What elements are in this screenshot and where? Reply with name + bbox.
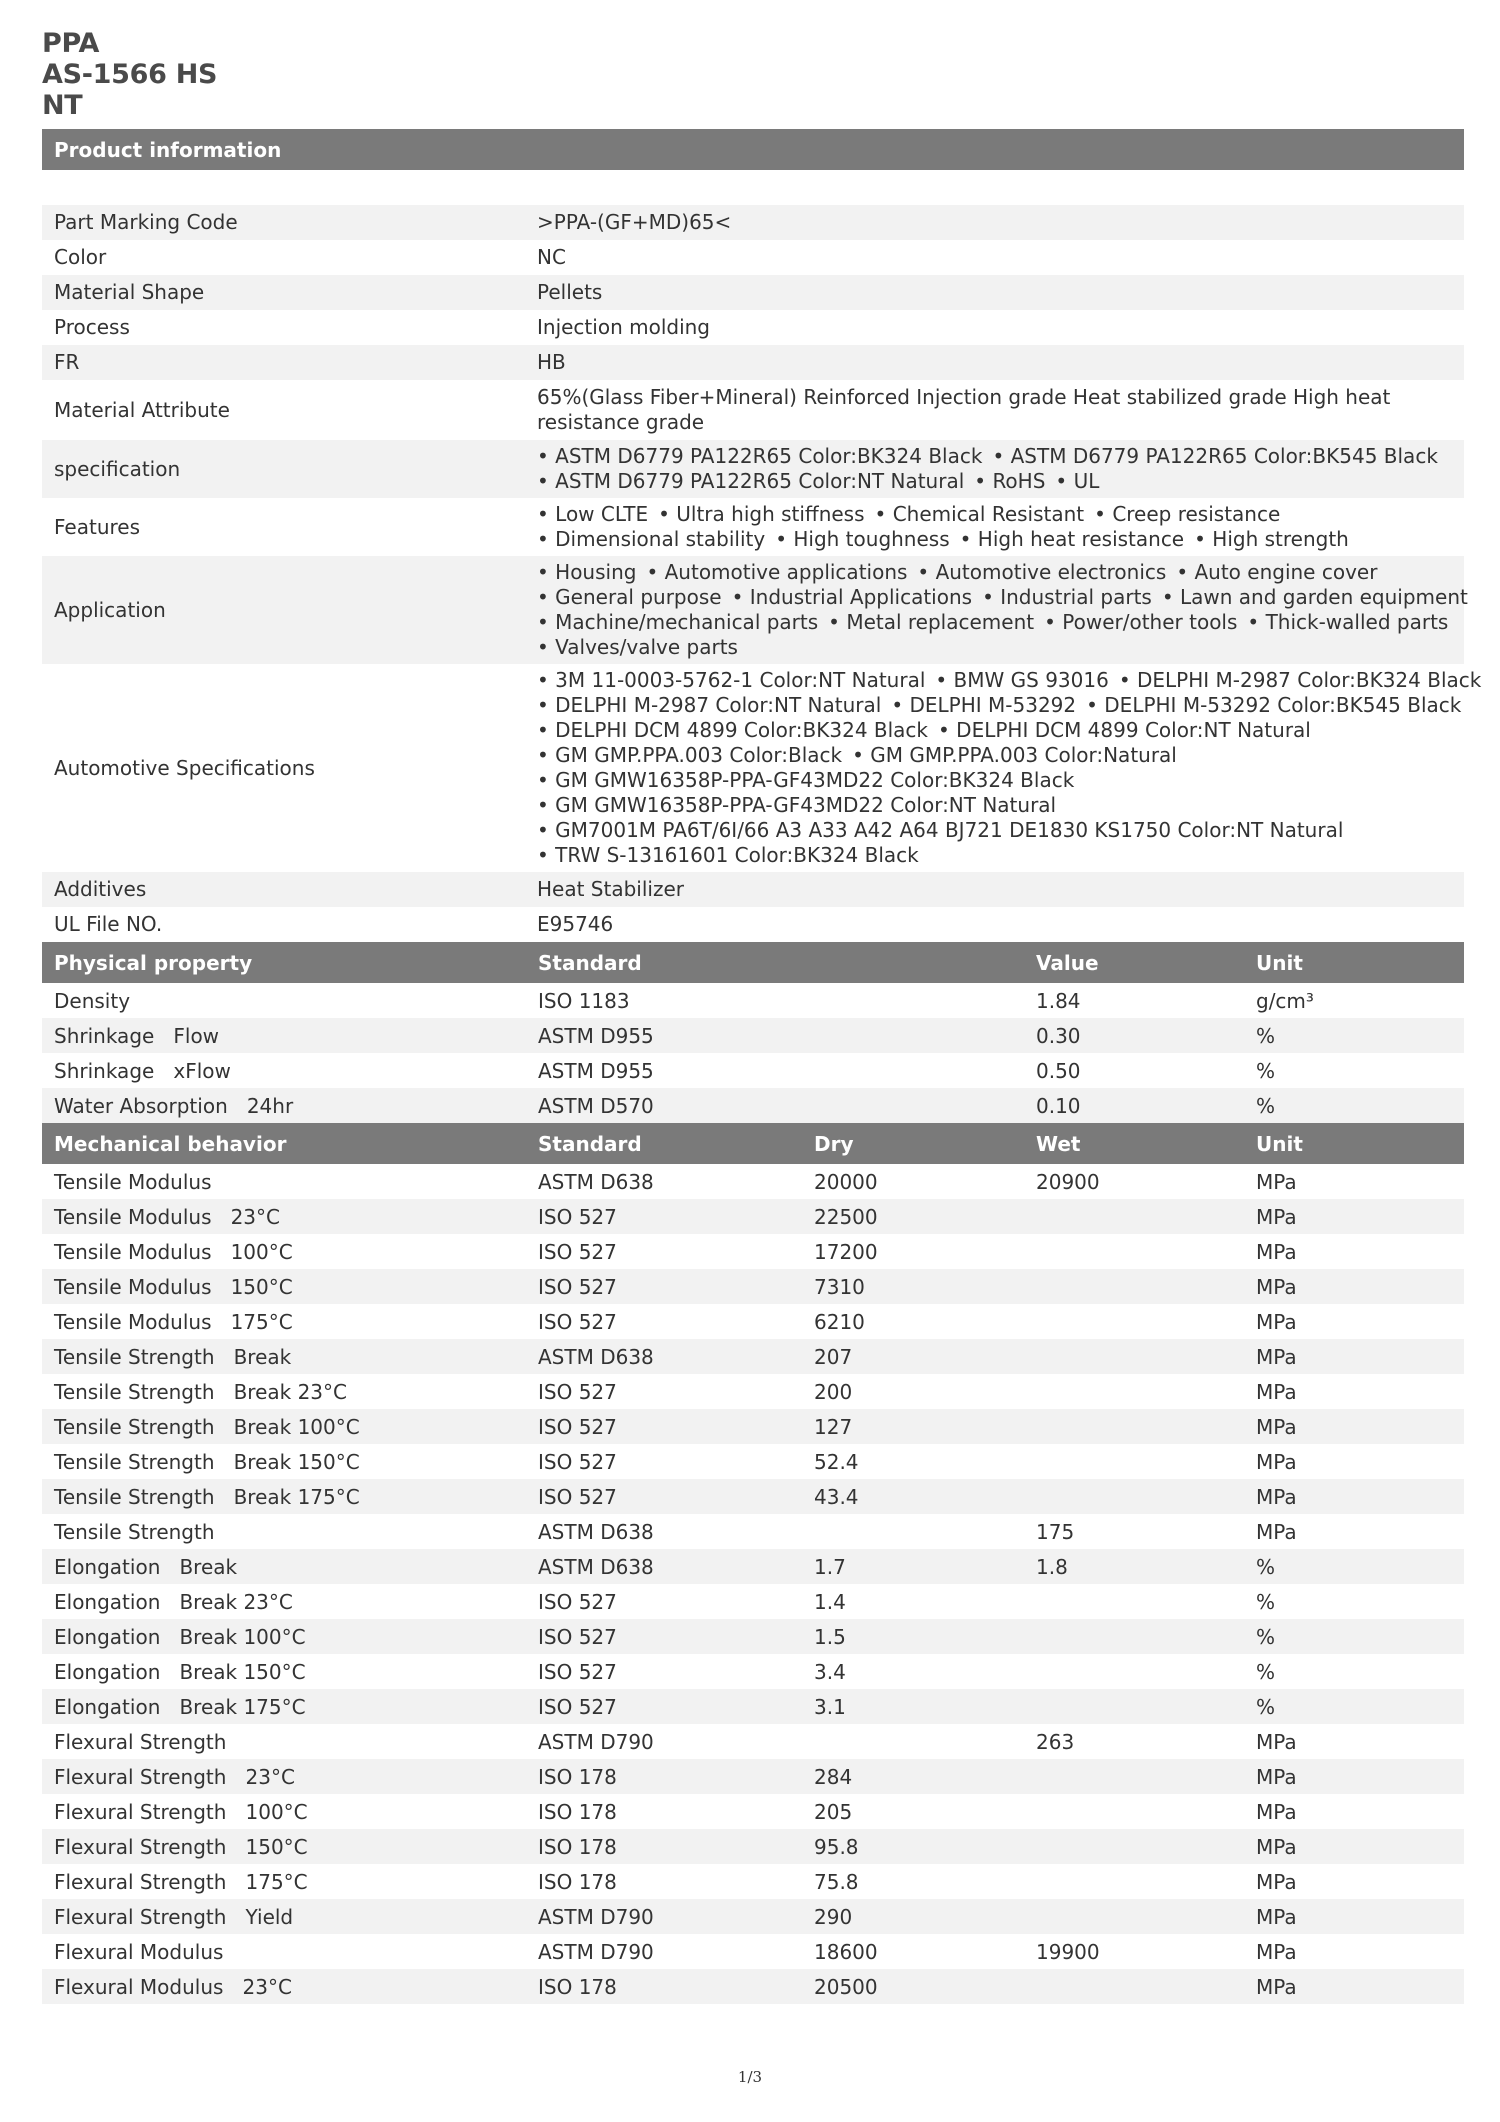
property-value: 0.10 — [1036, 1093, 1081, 1118]
physical-property-table — [42, 983, 1464, 1123]
info-list-item: • Housing — [537, 560, 636, 584]
property-unit: MPa — [1256, 1204, 1297, 1229]
info-value: 65%(Glass Fiber+Mineral) Reinforced Injection grade Heat stabilized grade High heat resistance grade — [537, 385, 1391, 434]
info-label: Application — [54, 597, 166, 622]
property-dry: 1.4 — [814, 1589, 846, 1614]
info-label: Features — [54, 514, 140, 539]
info-label: Automotive Specifications — [54, 755, 315, 780]
info-list-item: • Dimensional stability — [537, 527, 765, 551]
property-dry: 18600 — [814, 1939, 878, 1964]
info-list-item: • DELPHI DCM 4899 Color:NT Natural — [938, 718, 1311, 742]
mechanical-row — [42, 1339, 1464, 1374]
info-row — [42, 310, 1464, 345]
mechanical-row — [42, 1269, 1464, 1304]
info-value-line — [537, 635, 1478, 660]
property-unit: MPa — [1256, 1239, 1297, 1264]
product-title — [42, 28, 1464, 121]
property-name: Tensile Modulus 23°C — [54, 1204, 280, 1229]
property-value: 0.50 — [1036, 1058, 1081, 1083]
property-unit: MPa — [1256, 1484, 1297, 1509]
mechanical-row — [42, 1619, 1464, 1654]
property-name: Elongation Break 175°C — [54, 1694, 306, 1719]
property-unit: MPa — [1256, 1799, 1297, 1824]
property-unit: MPa — [1256, 1169, 1297, 1194]
info-list-item: • GM GMP.PPA.003 Color:Black — [537, 743, 842, 767]
product-information-header — [42, 129, 1464, 170]
info-value — [525, 440, 1468, 498]
property-standard: ISO 178 — [538, 1799, 617, 1824]
property-name: Shrinkage xFlow — [54, 1058, 231, 1083]
property-standard: ASTM D790 — [538, 1729, 654, 1754]
info-list-item: • GM GMP.PPA.003 Color:Natural — [852, 743, 1177, 767]
physical-row — [42, 983, 1464, 1018]
property-unit: % — [1256, 1554, 1276, 1579]
info-label: FR — [54, 350, 80, 374]
property-name: Flexural Strength 100°C — [54, 1799, 308, 1824]
info-list-item: • Automotive applications — [646, 560, 907, 584]
mechanical-row — [42, 1444, 1464, 1479]
info-value-line — [537, 693, 1491, 718]
property-dry: 3.1 — [814, 1694, 846, 1719]
property-standard: ISO 527 — [538, 1484, 617, 1509]
property-name: Flexural Strength — [54, 1729, 227, 1754]
title-line-1: PPA — [42, 28, 100, 59]
mechanical-dry-header: Dry — [814, 1131, 854, 1156]
info-value — [525, 498, 1464, 556]
property-unit: MPa — [1256, 1834, 1297, 1859]
info-row — [42, 872, 1464, 907]
mechanical-row — [42, 1794, 1464, 1829]
info-row — [42, 556, 1468, 664]
mechanical-standard-header: Standard — [538, 1131, 642, 1156]
info-list-item: • GM GMW16358P-PPA-GF43MD22 Color:NT Natural — [537, 793, 1056, 817]
info-list-item: • DELPHI M-2987 Color:BK324 Black — [1119, 668, 1482, 692]
title-line-2: AS-1566 HS — [42, 59, 218, 90]
property-unit: % — [1256, 1624, 1276, 1649]
info-row — [42, 907, 1464, 942]
property-name: Elongation Break 100°C — [54, 1624, 306, 1649]
property-dry: 284 — [814, 1764, 853, 1789]
mechanical-row — [42, 1514, 1464, 1549]
mechanical-row — [42, 1584, 1464, 1619]
info-row — [42, 205, 1464, 240]
property-unit: g/cm³ — [1256, 988, 1314, 1013]
page-number: 1/3 — [737, 2068, 763, 2086]
property-name: Tensile Strength — [54, 1519, 215, 1544]
info-value-line — [537, 527, 1444, 552]
property-name: Density — [54, 988, 131, 1013]
mechanical-row — [42, 1654, 1464, 1689]
property-wet: 263 — [1036, 1729, 1075, 1754]
property-dry: 20500 — [814, 1974, 878, 1999]
info-row — [42, 240, 1464, 275]
property-unit: % — [1256, 1093, 1276, 1118]
mechanical-behavior-header — [42, 1123, 1464, 1164]
property-standard: ISO 178 — [538, 1869, 617, 1894]
info-value-line — [537, 818, 1491, 843]
property-name: Tensile Modulus 100°C — [54, 1239, 293, 1264]
property-name: Elongation Break — [54, 1554, 238, 1579]
info-value-line — [537, 843, 1491, 868]
property-dry: 17200 — [814, 1239, 878, 1264]
property-standard: ASTM D955 — [538, 1058, 654, 1083]
property-dry: 1.5 — [814, 1624, 846, 1649]
property-standard: ASTM D638 — [538, 1169, 654, 1194]
info-value-line — [537, 743, 1491, 768]
property-standard: ISO 527 — [538, 1694, 617, 1719]
property-unit: MPa — [1256, 1379, 1297, 1404]
mechanical-row — [42, 1724, 1464, 1759]
info-list-item: • Industrial Applications — [732, 585, 972, 609]
title-line-3: NT — [42, 90, 83, 121]
property-wet: 20900 — [1036, 1169, 1100, 1194]
property-name: Flexural Strength Yield — [54, 1904, 294, 1929]
property-wet: 19900 — [1036, 1939, 1100, 1964]
property-unit: MPa — [1256, 1309, 1297, 1334]
mechanical-row — [42, 1759, 1464, 1794]
info-list-item: • ASTM D6779 PA122R65 Color:BK545 Black — [992, 444, 1437, 468]
property-unit: MPa — [1256, 1904, 1297, 1929]
property-standard: ASTM D638 — [538, 1554, 654, 1579]
property-standard: ISO 527 — [538, 1379, 617, 1404]
property-name: Elongation Break 150°C — [54, 1659, 306, 1684]
info-list-item: • ASTM D6779 PA122R65 Color:NT Natural — [537, 469, 964, 493]
property-standard: ISO 1183 — [538, 988, 630, 1013]
info-value-line — [537, 502, 1444, 527]
property-dry: 127 — [814, 1414, 853, 1439]
info-value-line — [537, 469, 1448, 494]
property-name: Tensile Modulus — [54, 1169, 212, 1194]
physical-row — [42, 1088, 1464, 1123]
info-row — [42, 380, 1464, 440]
property-unit: MPa — [1256, 1869, 1297, 1894]
info-list-item: • Industrial parts — [982, 585, 1152, 609]
property-unit: MPa — [1256, 1764, 1297, 1789]
property-dry: 75.8 — [814, 1869, 859, 1894]
info-list-item: • General purpose — [537, 585, 722, 609]
info-list-item: • High heat resistance — [960, 527, 1184, 551]
property-standard: ASTM D790 — [538, 1939, 654, 1964]
property-name: Tensile Strength Break 100°C — [54, 1414, 360, 1439]
info-list-item: • GM7001M PA6T/6I/66 A3 A33 A42 A64 BJ721 DE1830 KS1750 Color:NT Natural — [537, 818, 1343, 842]
mechanical-row — [42, 1164, 1464, 1199]
property-unit: MPa — [1256, 1939, 1297, 1964]
mechanical-behavior-title: Mechanical behavior — [54, 1131, 287, 1156]
mechanical-row — [42, 1409, 1464, 1444]
info-list-item: • DELPHI M-53292 Color:BK545 Black — [1086, 693, 1461, 717]
property-name: Tensile Strength Break 175°C — [54, 1484, 360, 1509]
property-dry: 290 — [814, 1904, 853, 1929]
info-value — [525, 664, 1500, 872]
physical-value-header: Value — [1036, 950, 1099, 975]
spacer — [42, 170, 1464, 205]
property-name: Tensile Strength Break 150°C — [54, 1449, 360, 1474]
property-dry: 205 — [814, 1799, 853, 1824]
info-list-item: • Power/other tools — [1044, 610, 1237, 634]
info-row — [42, 345, 1464, 380]
property-unit: MPa — [1256, 1974, 1297, 1999]
property-unit: % — [1256, 1659, 1276, 1684]
property-dry: 43.4 — [814, 1484, 859, 1509]
property-unit: MPa — [1256, 1519, 1297, 1544]
product-information-table — [42, 205, 1482, 942]
info-value: Pellets — [537, 280, 603, 304]
property-standard: ASTM D638 — [538, 1519, 654, 1544]
property-standard: ISO 527 — [538, 1239, 617, 1264]
property-standard: ASTM D638 — [538, 1344, 654, 1369]
info-value: HB — [537, 350, 566, 374]
info-label: Part Marking Code — [54, 210, 238, 234]
info-label: Additives — [54, 877, 147, 901]
info-label: Material Attribute — [54, 397, 230, 422]
physical-property-title: Physical property — [54, 950, 253, 975]
property-value: 0.30 — [1036, 1023, 1081, 1048]
property-dry: 22500 — [814, 1204, 878, 1229]
property-unit: MPa — [1256, 1414, 1297, 1439]
property-standard: ISO 527 — [538, 1659, 617, 1684]
info-row — [42, 498, 1464, 556]
info-list-item: • Machine/mechanical parts — [537, 610, 818, 634]
mechanical-wet-header: Wet — [1036, 1131, 1081, 1156]
info-value-line — [537, 793, 1491, 818]
property-dry: 200 — [814, 1379, 853, 1404]
mechanical-row — [42, 1899, 1464, 1934]
property-standard: ISO 527 — [538, 1204, 617, 1229]
info-list-item: • ASTM D6779 PA122R65 Color:BK324 Black — [537, 444, 982, 468]
info-value: Injection molding — [537, 315, 710, 339]
property-unit: MPa — [1256, 1729, 1297, 1754]
info-list-item: • Chemical Resistant — [875, 502, 1085, 526]
mechanical-row — [42, 1199, 1464, 1234]
info-value: Heat Stabilizer — [537, 877, 684, 901]
info-label: Process — [54, 315, 130, 339]
info-list-item: • High strength — [1194, 527, 1349, 551]
info-list-item: • 3M 11-0003-5762-1 Color:NT Natural — [537, 668, 925, 692]
physical-property-header — [42, 942, 1464, 983]
property-standard: ASTM D570 — [538, 1093, 654, 1118]
info-list-item: • Low CLTE — [537, 502, 648, 526]
mechanical-row — [42, 1479, 1464, 1514]
mechanical-row — [42, 1864, 1464, 1899]
info-list-item: • Lawn and garden equipment — [1162, 585, 1468, 609]
info-list-item: • TRW S-13161601 Color:BK324 Black — [537, 843, 919, 867]
info-value: E95746 — [537, 912, 614, 936]
property-name: Water Absorption 24hr — [54, 1093, 294, 1118]
property-unit: % — [1256, 1023, 1276, 1048]
info-label: Material Shape — [54, 280, 205, 304]
property-name: Tensile Strength Break — [54, 1344, 292, 1369]
physical-row — [42, 1018, 1464, 1053]
info-list-item: • Thick-walled parts — [1247, 610, 1448, 634]
property-wet: 175 — [1036, 1519, 1075, 1544]
mechanical-row — [42, 1829, 1464, 1864]
mechanical-row — [42, 1934, 1464, 1969]
property-unit: % — [1256, 1058, 1276, 1083]
property-standard: ISO 527 — [538, 1449, 617, 1474]
info-label: Color — [54, 245, 107, 269]
info-list-item: • Metal replacement — [828, 610, 1034, 634]
info-value-line — [537, 668, 1491, 693]
info-row — [42, 664, 1482, 872]
info-list-item: • RoHS — [974, 469, 1045, 493]
info-row — [42, 440, 1464, 498]
property-name: Tensile Modulus 175°C — [54, 1309, 293, 1334]
property-dry: 52.4 — [814, 1449, 859, 1474]
info-value-line — [537, 610, 1478, 635]
info-label: UL File NO. — [54, 912, 163, 936]
property-dry: 95.8 — [814, 1834, 859, 1859]
property-standard: ISO 527 — [538, 1309, 617, 1334]
property-standard: ISO 178 — [538, 1974, 617, 1999]
info-list-item: • Valves/valve parts — [537, 635, 738, 659]
property-name: Tensile Modulus 150°C — [54, 1274, 293, 1299]
property-name: Flexural Modulus 23°C — [54, 1974, 292, 1999]
info-value-line — [537, 585, 1478, 610]
info-list-item: • Ultra high stiffness — [658, 502, 864, 526]
property-standard: ISO 527 — [538, 1624, 617, 1649]
mechanical-behavior-table — [42, 1164, 1464, 2004]
product-information-title: Product information — [54, 137, 282, 162]
info-list-item: • DELPHI DCM 4899 Color:BK324 Black — [537, 718, 928, 742]
property-dry: 3.4 — [814, 1659, 846, 1684]
property-name: Tensile Strength Break 23°C — [54, 1379, 347, 1404]
property-name: Flexural Strength 150°C — [54, 1834, 308, 1859]
property-standard: ASTM D955 — [538, 1023, 654, 1048]
property-unit: MPa — [1256, 1274, 1297, 1299]
info-list-item: • DELPHI M-53292 — [891, 693, 1076, 717]
property-value: 1.84 — [1036, 988, 1081, 1013]
mechanical-row — [42, 1969, 1464, 2004]
info-list-item: • BMW GS 93016 — [935, 668, 1108, 692]
physical-standard-header: Standard — [538, 950, 642, 975]
property-name: Flexural Modulus — [54, 1939, 224, 1964]
info-list-item: • Automotive electronics — [917, 560, 1166, 584]
info-value: NC — [537, 245, 566, 269]
property-unit: % — [1256, 1694, 1276, 1719]
property-dry: 7310 — [814, 1274, 865, 1299]
property-unit: MPa — [1256, 1344, 1297, 1369]
info-list-item: • DELPHI M-2987 Color:NT Natural — [537, 693, 881, 717]
property-dry: 6210 — [814, 1309, 865, 1334]
property-wet: 1.8 — [1036, 1554, 1068, 1579]
info-row — [42, 275, 1464, 310]
property-name: Elongation Break 23°C — [54, 1589, 293, 1614]
property-name: Flexural Strength 175°C — [54, 1869, 308, 1894]
property-standard: ISO 527 — [538, 1589, 617, 1614]
property-unit: % — [1256, 1589, 1276, 1614]
property-name: Shrinkage Flow — [54, 1023, 220, 1048]
property-standard: ISO 527 — [538, 1414, 617, 1439]
info-value: >PPA-(GF+MD)65< — [537, 210, 732, 234]
physical-unit-header: Unit — [1256, 950, 1303, 975]
property-name: Flexural Strength 23°C — [54, 1764, 295, 1789]
property-unit: MPa — [1256, 1449, 1297, 1474]
mechanical-row — [42, 1374, 1464, 1409]
info-list-item: • Auto engine cover — [1176, 560, 1377, 584]
mechanical-row — [42, 1689, 1464, 1724]
info-value-line — [537, 768, 1491, 793]
info-value-line — [537, 560, 1478, 585]
info-list-item: • GM GMW16358P-PPA-GF43MD22 Color:BK324 Black — [537, 768, 1074, 792]
mechanical-row — [42, 1549, 1464, 1584]
mechanical-unit-header: Unit — [1256, 1131, 1303, 1156]
info-value-line — [537, 444, 1448, 469]
property-dry: 1.7 — [814, 1554, 846, 1579]
property-standard: ISO 178 — [538, 1764, 617, 1789]
info-list-item: • High toughness — [775, 527, 949, 551]
info-label: specification — [54, 456, 181, 481]
mechanical-row — [42, 1234, 1464, 1269]
property-dry: 207 — [814, 1344, 853, 1369]
info-value — [525, 556, 1498, 664]
info-value-line — [537, 718, 1491, 743]
property-standard: ISO 178 — [538, 1834, 617, 1859]
property-standard: ISO 527 — [538, 1274, 617, 1299]
physical-row — [42, 1053, 1464, 1088]
datasheet-page — [42, 28, 1482, 2004]
mechanical-row — [42, 1304, 1464, 1339]
info-list-item: • UL — [1055, 469, 1099, 493]
property-standard: ASTM D790 — [538, 1904, 654, 1929]
info-list-item: • Creep resistance — [1094, 502, 1280, 526]
property-dry: 20000 — [814, 1169, 878, 1194]
